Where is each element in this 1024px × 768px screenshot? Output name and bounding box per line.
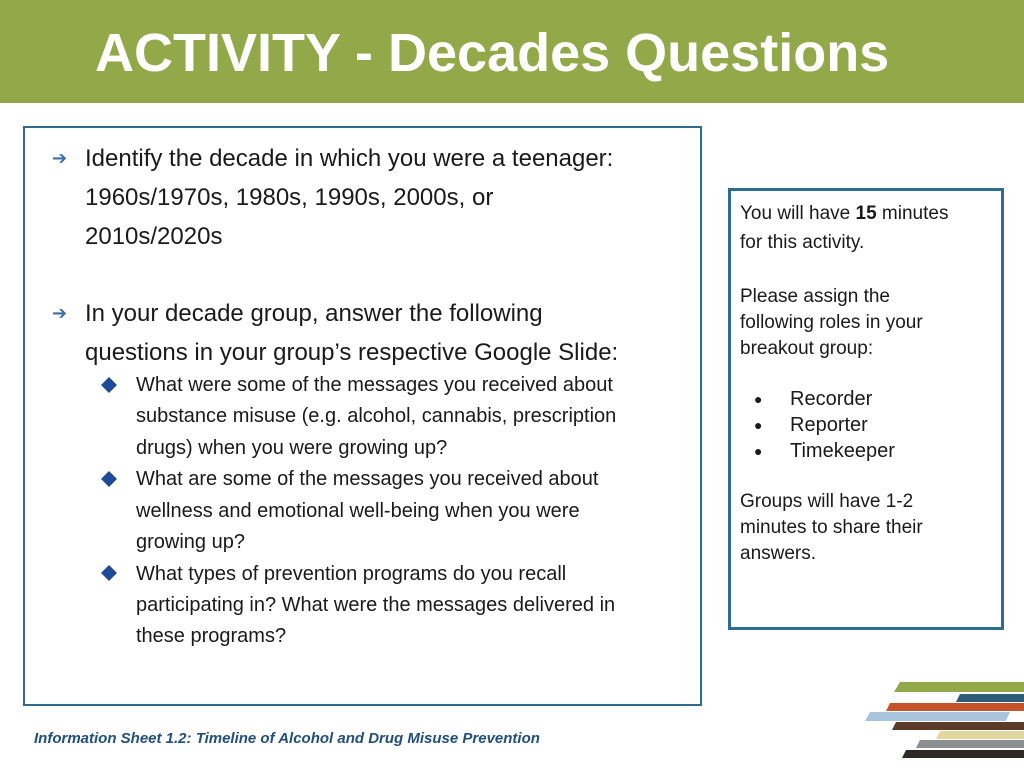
bullet-1-line-3: 2010s/2020s: [85, 223, 223, 250]
bullet-dot-icon: ●: [754, 417, 763, 433]
question-3-line-3: these programs?: [136, 625, 287, 647]
page-title: ACTIVITY - Decades Questions: [95, 23, 890, 83]
roles-intro-line-3: breakout group:: [740, 338, 874, 359]
time-suffix: minutes: [881, 203, 949, 224]
question-3-line-1: What types of prevention programs do you recall: [136, 563, 567, 585]
stripe-lightblue: [865, 712, 1010, 721]
time-prefix: You will have: [740, 203, 851, 224]
diamond-bullet-icon: [101, 471, 117, 487]
stripe-tan: [936, 731, 1024, 739]
stripe-olive: [894, 682, 1024, 692]
roles-intro-line-1: Please assign the: [740, 286, 890, 307]
share-line-2: minutes to share their: [740, 517, 923, 538]
stripe-navy: [956, 694, 1024, 702]
share-line-1: Groups will have 1-2: [740, 491, 914, 512]
time-minutes: 15: [855, 203, 877, 224]
stripe-orange: [886, 703, 1024, 711]
bullet-dot-icon: ●: [754, 443, 763, 459]
roles-intro-line-2: following roles in your: [740, 312, 923, 333]
role-recorder: Recorder: [790, 388, 873, 410]
time-line-2: for this activity.: [740, 232, 865, 253]
question-1-line-3: drugs) when you were growing up?: [136, 437, 448, 459]
question-3-line-2: participating in? What were the messages delivered in: [136, 594, 616, 616]
question-2-line-2: wellness and emotional well-being when you were: [136, 500, 580, 522]
question-1-line-2: substance misuse (e.g. alcohol, cannabis, prescription: [136, 405, 617, 427]
bullet-1-line-2: 1960s/1970s, 1980s, 1990s, 2000s, or: [85, 184, 494, 211]
bullet-dot-icon: ●: [754, 391, 763, 407]
stripe-brown: [892, 722, 1024, 730]
role-timekeeper: Timekeeper: [790, 440, 895, 462]
arrow-bullet-icon: ➔: [52, 303, 68, 323]
share-line-3: answers.: [740, 543, 817, 564]
bullet-2-line-1: In your decade group, answer the following: [85, 300, 543, 327]
diamond-bullet-icon: [101, 377, 117, 393]
question-2-line-3: growing up?: [136, 531, 245, 553]
title-bar: [0, 0, 1024, 103]
time-line-1: [740, 203, 1000, 225]
stripe-gray: [916, 740, 1024, 748]
bullet-2-line-2: questions in your group’s respective Google Slide:: [85, 339, 619, 366]
role-reporter: Reporter: [790, 414, 868, 436]
decorative-stripes-graphic: [860, 680, 1024, 768]
bullet-1-line-1: Identify the decade in which you were a teenager:: [85, 145, 614, 172]
question-1-line-1: What were some of the messages you received about: [136, 374, 613, 396]
diamond-bullet-icon: [101, 565, 117, 581]
question-2-line-1: What are some of the messages you received about: [136, 468, 599, 490]
arrow-bullet-icon: ➔: [52, 148, 68, 168]
stripe-dark: [902, 750, 1024, 758]
footer-source: Information Sheet 1.2: Timeline of Alcohol and Drug Misuse Prevention: [34, 730, 540, 747]
